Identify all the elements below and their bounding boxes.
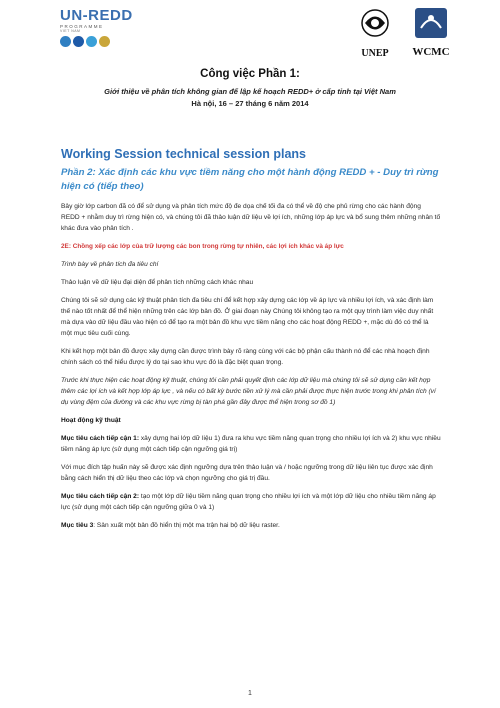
paragraph-techniques: Chúng tôi sẽ sử dụng các kỹ thuật phân tích đa tiêu chí để kết hợp xây dựng các lớp về áp lực và nhiều lợi ích, và xác định làm thế nào tốt nhất để thể hiện những trên các lớp bản đồ. Ở giai đoạn này Chúng tôi không tạo ra một quy trình làm việc duy nhất mà dựa vào dữ liệu đầu vào hiện có để tạo ra một bản đồ khu vực tiềm năng cho các hoạt động REDD +, mặc dù đó có thể là một mục tiêu cuối cùng. [61, 297, 434, 337]
section-heading: Working Session technical session plans [61, 147, 306, 161]
paragraph-data-layers: Trước khi thực hiện các hoạt động kỹ thuật, chúng tôi cần phải quyết định các lớp dữ liệu mà chúng tôi sẽ sử dụng cần kết hợp thêm các lợi ích và kết hợp lớp áp lực , và nếu có bất kỳ bước tiền xử lý mà cần phải được thực hiện trước trong khi phân tích (ví dụ vùng đệm của đường và các khu vực rừng bị tàn phá gần đây được thể hiện trong sơ đồ 1) [61, 377, 436, 406]
paragraph-intro: Bây giờ lớp carbon đã có để sử dụng và phân tích mức độ đe dọa chế tối đa có thể về độ che phủ rừng cho các hành động REDD + nhằm duy trì rừng hiện có, và chúng tôi đã thảo luận dữ liệu về lợi ích, những lớp áp lực và bổ sung thêm những nhân tố khác đưa vào phân tích . [61, 203, 441, 232]
paragraph-discussion: Thảo luận về dữ liệu đại diện để phân tích những cách khác nhau [61, 279, 254, 286]
objective-1-label: Mục tiêu cách tiếp cận 1: [61, 435, 140, 442]
unredd-programme: PROGRAMME [60, 24, 104, 29]
objective-2-text: tạo một lớp dữ liệu tiềm năng quan trọng cho nhiều lợi ích và một lớp dữ liệu cho nhiều tiềm năng áp lực (sử dụng một cách tiếp cận ngưỡng giữa 0 và 1) [61, 493, 436, 511]
objective-2 [61, 491, 441, 513]
paragraph-presentation-map: Khi kết hợp một bản đồ được xây dựng cần được trình bày rõ ràng cùng với các bộ phận cấu thành nó để các nhà hoạch định chính sách có thể hiểu được lý do tại sao khu vực đó là đặc biệt quan trọng. [61, 348, 430, 366]
paragraph-presentation: Trình bày về phân tích đa tiêu chí [61, 261, 159, 268]
objective-3-label: Mục tiêu 3 [61, 522, 94, 529]
red-heading-2e: 2E: Chồng xếp các lớp của trữ lượng các bon trong rừng tự nhiên, các lợi ích khác và áp lực [61, 243, 344, 250]
objective-1-text: xây dựng hai lớp dữ liệu 1) đưa ra khu vực tiềm năng quan trọng cho nhiều lợi ích và 2) khu vực nhiều tiềm năng áp lực (sử dụng một cách tiếp cận ngưỡng giá trị) [61, 435, 441, 453]
undp-logo-icon [73, 36, 84, 47]
page-number: 1 [248, 690, 252, 697]
page-title: Công việc Phần 1: [200, 68, 300, 80]
unep-label: UNEP [361, 48, 389, 59]
header [0, 0, 500, 60]
unredd-country: VIET NAM [60, 29, 81, 33]
unredd-logo [60, 8, 140, 47]
wcmc-emblem-icon [411, 6, 451, 40]
objective-2-label: Mục tiêu cách tiếp cận 2: [61, 493, 140, 500]
title-block [0, 66, 500, 109]
activity-heading: Hoạt động kỹ thuật [61, 417, 121, 424]
date-location: Hà nội, 16 – 27 tháng 6 năm 2014 [191, 99, 309, 108]
unep-logo [352, 8, 398, 59]
objective-1 [61, 433, 441, 455]
unep-small-logo-icon [86, 36, 97, 47]
fao-logo-icon [60, 36, 71, 47]
partner-logos [60, 36, 140, 47]
paragraph-thresholds: Với mục đích tập huấn này sẽ được xác định ngưỡng dựa trên thảo luận và / hoặc ngưỡng trong dữ liệu liên tục được xác định bằng cách hiển thị dữ liệu theo các lớp và chọn ngưỡng cho giá trị đầu. [61, 464, 433, 482]
vietnam-logo-icon [99, 36, 110, 47]
objective-3 [61, 520, 441, 531]
page-subtitle: Giới thiệu về phân tích không gian để lập kế hoạch REDD+ ở cấp tỉnh tại Việt Nam [104, 87, 396, 96]
unep-emblem-icon [357, 8, 393, 42]
document-body [61, 146, 441, 531]
section-subheading: Phần 2: Xác định các khu vực tiềm năng cho một hành động REDD + - Duy trì rừng hiện có (tiếp theo) [61, 167, 439, 192]
wcmc-logo [402, 6, 460, 58]
wcmc-label: WCMC [412, 46, 450, 58]
unredd-title: UN-REDD [60, 7, 133, 24]
objective-3-text: : Sản xuất một bản đồ hiển thị một ma trận hai bộ dữ liệu raster. [93, 522, 280, 529]
